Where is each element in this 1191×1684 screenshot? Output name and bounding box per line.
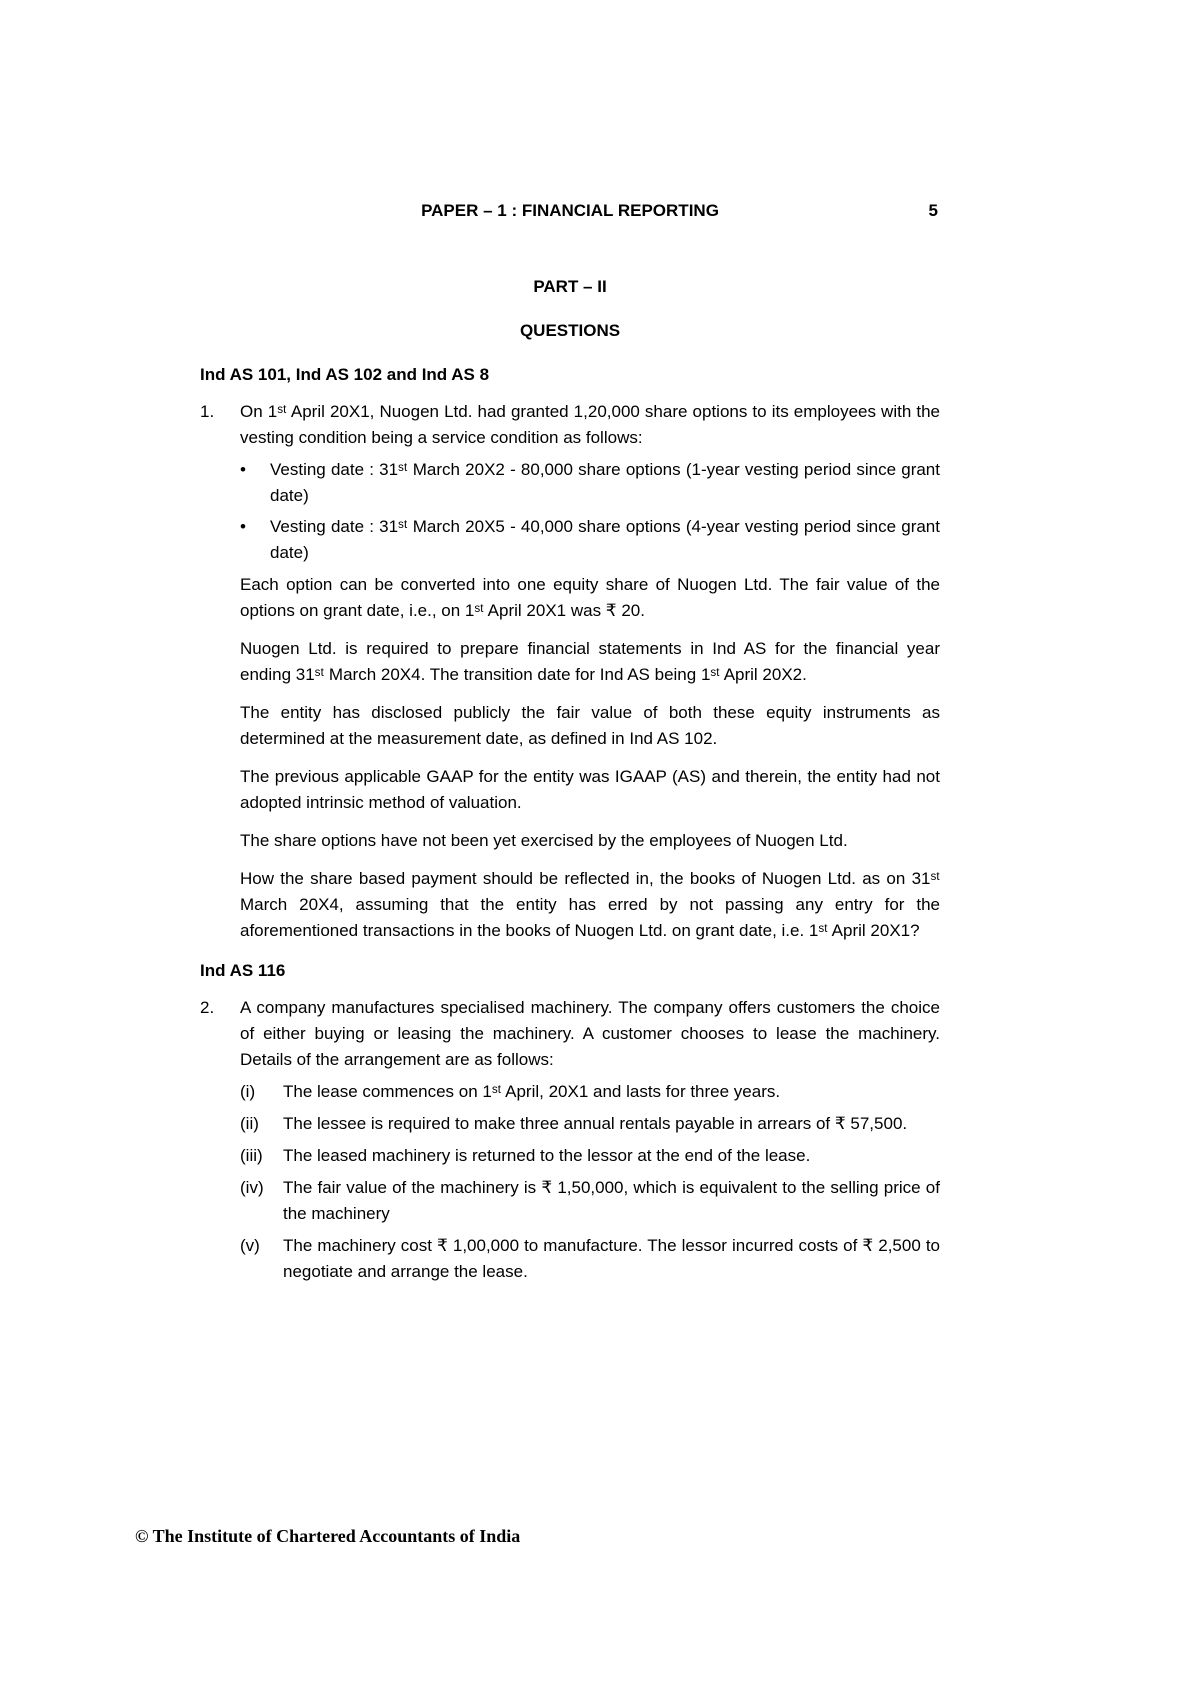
section-heading-ind-as-101: Ind AS 101, Ind AS 102 and Ind AS 8 <box>200 365 490 384</box>
bullet-text: Vesting date : 31ˢᵗ March 20X5 - 40,000 share options (4-year vesting period since grant date) <box>270 517 940 562</box>
sub-item-label: (iii) <box>240 1146 263 1165</box>
sub-item <box>240 1233 940 1285</box>
sub-item-label: (i) <box>240 1082 256 1101</box>
footer-copyright: © The Institute of Chartered Accountants of India <box>135 1526 521 1546</box>
bullet-list <box>240 457 940 566</box>
sub-item <box>240 1111 940 1137</box>
question-number: 1. <box>200 402 215 421</box>
sub-item <box>240 1175 940 1227</box>
paragraph: On 1ˢᵗ April 20X1, Nuogen Ltd. had granted 1,20,000 share options to its employees with the vesting condition being a service condition as follows: <box>240 402 940 447</box>
bullet-item <box>240 457 940 509</box>
paragraph: The entity has disclosed publicly the fair value of both these equity instruments as determined at the measurement date, as defined in Ind AS 102. <box>240 703 940 748</box>
bullet-item <box>240 514 940 566</box>
section-heading-ind-as-116: Ind AS 116 <box>200 961 286 980</box>
paragraph: A company manufactures specialised machinery. The company offers customers the choice of either buying or leasing the machinery. A customer chooses to lease the machinery. Details of the arrangement are as follows: <box>240 998 940 1069</box>
question-2 <box>200 995 940 1291</box>
part-title: PART – II <box>533 277 607 296</box>
sub-item-text: The lessee is required to make three annual rentals payable in arrears of ₹ 57,500. <box>283 1114 908 1133</box>
sub-item-label: (v) <box>240 1236 260 1255</box>
question-number: 2. <box>200 998 215 1017</box>
sub-item-text: The lease commences on 1ˢᵗ April, 20X1 and lasts for three years. <box>283 1082 781 1101</box>
sub-item-text: The machinery cost ₹ 1,00,000 to manufacture. The lessor incurred costs of ₹ 2,500 to negotiate and arrange the lease. <box>283 1236 940 1281</box>
questions-title: QUESTIONS <box>519 321 621 340</box>
paragraph: Nuogen Ltd. is required to prepare financial statements in Ind AS for the financial year ending 31ˢᵗ March 20X4. The transition date for Ind AS being 1ˢᵗ April 20X2. <box>240 639 940 684</box>
bullet-icon: • <box>240 517 246 536</box>
paragraph: Each option can be converted into one equity share of Nuogen Ltd. The fair value of the options on grant date, i.e., on 1ˢᵗ April 20X1 was ₹ 20. <box>240 575 940 620</box>
paragraph: The share options have not been yet exercised by the employees of Nuogen Ltd. <box>240 831 848 850</box>
sub-item <box>240 1143 940 1169</box>
sub-item <box>240 1079 940 1105</box>
paragraph: The previous applicable GAAP for the entity was IGAAP (AS) and therein, the entity had not adopted intrinsic method of valuation. <box>240 767 940 812</box>
question-1 <box>200 399 940 944</box>
sub-item-label: (iv) <box>240 1178 264 1197</box>
bullet-icon: • <box>240 460 246 479</box>
question-body <box>240 995 940 1291</box>
question-body <box>240 399 940 944</box>
page-header <box>200 198 940 224</box>
sub-item-list <box>240 1079 940 1285</box>
sub-item-text: The fair value of the machinery is ₹ 1,50,000, which is equivalent to the selling price of the machinery <box>283 1178 940 1223</box>
document-content <box>200 198 940 1291</box>
page-number: 5 <box>928 201 938 220</box>
sub-item-text: The leased machinery is returned to the lessor at the end of the lease. <box>283 1146 811 1165</box>
sub-item-label: (ii) <box>240 1114 259 1133</box>
bullet-text: Vesting date : 31ˢᵗ March 20X2 - 80,000 share options (1-year vesting period since grant date) <box>270 460 940 505</box>
paragraph: How the share based payment should be reflected in, the books of Nuogen Ltd. as on 31ˢᵗ March 20X4, assuming that the entity has erred by not passing any entry for the aforementioned transactions in the books of Nuogen Ltd. on grant date, i.e. 1ˢᵗ April 20X1? <box>240 869 940 940</box>
page-title: PAPER – 1 : FINANCIAL REPORTING <box>421 201 719 220</box>
